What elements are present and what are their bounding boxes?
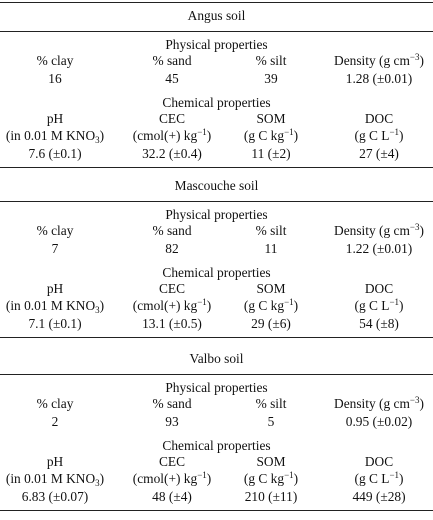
angus-soil-chemical-values-col-3: 11 (±2) (251, 146, 291, 161)
angus-soil-physical-values-col-4: 1.28 (±0.01) (345, 71, 413, 86)
valbo-soil-chemical-units-col-1: (in 0.01 M $KNO_3$) (5, 471, 105, 488)
valbo-soil-chemical-units (0, 471, 433, 487)
angus-soil-chemical-units-col-4: (g C $L^{-1}$) (354, 127, 404, 143)
angus-soil-chemical-header-col-2: CEC (158, 111, 186, 126)
mascouche-soil-physical-header-col-2: % sand (152, 223, 192, 238)
angus-soil-physical-values-col-2: 45 (165, 71, 179, 86)
valbo-soil-physical-header-col-4: Density (g $cm^{-3}$) (334, 395, 424, 411)
angus-soil-bottom-rule (0, 167, 433, 168)
mascouche-soil-chemical-header (0, 281, 433, 297)
mascouche-soil-chemical-values-col-3: 29 (±6) (251, 316, 291, 331)
valbo-soil-physical-values-col-2: 93 (165, 414, 179, 429)
valbo-soil-chemical-header (0, 454, 433, 470)
valbo-soil-chemical-units-col-3: (g C $kg^{-1}$) (243, 470, 299, 486)
mascouche-soil-physical-header-col-1: % clay (36, 223, 74, 238)
angus-soil-chemical-values (0, 146, 433, 162)
angus-soil-chemical-values-col-1: 7.6 (±0.1) (28, 146, 82, 161)
valbo-soil-physical-values (0, 414, 433, 430)
table-top-rule (0, 2, 433, 3)
valbo-soil-physical-values-col-3: 5 (267, 414, 275, 429)
mascouche-soil-physical-values-col-2: 82 (165, 241, 179, 256)
mascouche-soil-bottom-rule (0, 337, 433, 338)
mascouche-soil-chemical-title: Chemical properties (162, 265, 271, 280)
mascouche-soil-physical-values-col-1: 7 (51, 241, 59, 256)
valbo-soil-chemical-header-col-3: SOM (256, 454, 286, 469)
valbo-soil-physical-values-col-4: 0.95 (±0.02) (345, 414, 413, 429)
angus-soil-chemical-units-col-2: (cmol(+) $kg^{-1}$) (132, 127, 212, 143)
mascouche-soil-chemical-units (0, 298, 433, 314)
valbo-soil-chemical-header-col-4: DOC (364, 454, 394, 469)
mascouche-soil-chemical-units-col-2: (cmol(+) $kg^{-1}$) (132, 297, 212, 313)
angus-soil-chemical-units-col-3: (g C $kg^{-1}$) (243, 127, 299, 143)
mascouche-soil-chemical-values-col-2: 13.1 (±0.5) (142, 316, 202, 331)
angus-soil-chemical-values-col-2: 32.2 (±0.4) (142, 146, 202, 161)
mascouche-soil-physical-header (0, 223, 433, 239)
valbo-soil-chemical-units-col-2: (cmol(+) $kg^{-1}$) (132, 470, 212, 486)
valbo-soil-chemical-units-col-4: (g C $L^{-1}$) (354, 470, 404, 486)
mascouche-soil-chemical-values-col-1: 7.1 (±0.1) (28, 316, 82, 331)
angus-soil-physical-header (0, 53, 433, 69)
angus-soil-physical-header-col-4: Density (g $cm^{-3}$) (334, 52, 424, 68)
mascouche-soil-chemical-units-col-4: (g C $L^{-1}$) (354, 297, 404, 313)
valbo-soil-title-rule (0, 374, 433, 375)
mascouche-soil-chemical-header-col-2: CEC (158, 281, 186, 296)
angus-soil-title-rule (0, 31, 433, 32)
valbo-soil-physical-header (0, 396, 433, 412)
angus-soil-physical-values-col-3: 39 (264, 71, 278, 86)
mascouche-soil-chemical-header-col-4: DOC (364, 281, 394, 296)
mascouche-soil-chemical-units-col-1: (in 0.01 M $KNO_3$) (5, 298, 105, 315)
angus-soil-physical-values (0, 71, 433, 87)
valbo-soil-bottom-rule (0, 510, 433, 511)
angus-soil-chemical-header (0, 111, 433, 127)
angus-soil-physical-values-col-1: 16 (48, 71, 62, 86)
valbo-soil-chemical-values-col-2: 48 (±4) (152, 489, 192, 504)
angus-soil-chemical-header-col-4: DOC (364, 111, 394, 126)
angus-soil-chemical-header-col-3: SOM (256, 111, 286, 126)
mascouche-soil-physical-values-col-4: 1.22 (±0.01) (345, 241, 413, 256)
angus-soil-chemical-header-col-1: pH (46, 111, 64, 126)
valbo-soil-physical-title: Physical properties (165, 380, 268, 395)
mascouche-soil-physical-values-col-3: 11 (264, 241, 278, 256)
valbo-soil-chemical-values-col-1: 6.83 (±0.07) (21, 489, 89, 504)
valbo-soil-chemical-header-col-2: CEC (158, 454, 186, 469)
mascouche-soil-title: Mascouche soil (174, 178, 259, 193)
angus-soil-chemical-title: Chemical properties (162, 95, 271, 110)
mascouche-soil-physical-values (0, 241, 433, 257)
angus-soil-physical-header-col-3: % silt (255, 53, 287, 68)
angus-soil-title: Angus soil (187, 8, 246, 23)
mascouche-soil-chemical-values-col-4: 54 (±8) (359, 316, 399, 331)
angus-soil-chemical-units-col-1: (in 0.01 M $KNO_3$) (5, 128, 105, 145)
valbo-soil-physical-values-col-1: 2 (51, 414, 59, 429)
mascouche-soil-title-rule (0, 201, 433, 202)
valbo-soil-chemical-header-col-1: pH (46, 454, 64, 469)
valbo-soil-chemical-values-col-3: 210 (±11) (244, 489, 298, 504)
angus-soil-physical-header-col-1: % clay (36, 53, 74, 68)
angus-soil-chemical-values-col-4: 27 (±4) (359, 146, 399, 161)
angus-soil-physical-title: Physical properties (165, 37, 268, 52)
mascouche-soil-chemical-header-col-3: SOM (256, 281, 286, 296)
mascouche-soil-chemical-units-col-3: (g C $kg^{-1}$) (243, 297, 299, 313)
mascouche-soil-physical-title: Physical properties (165, 207, 268, 222)
valbo-soil-chemical-title: Chemical properties (162, 438, 271, 453)
mascouche-soil-physical-header-col-3: % silt (255, 223, 287, 238)
valbo-soil-physical-header-col-2: % sand (152, 396, 192, 411)
mascouche-soil-chemical-values (0, 316, 433, 332)
mascouche-soil-physical-header-col-4: Density (g $cm^{-3}$) (334, 222, 424, 238)
valbo-soil-physical-header-col-1: % clay (36, 396, 74, 411)
valbo-soil-chemical-values (0, 489, 433, 505)
valbo-soil-physical-header-col-3: % silt (255, 396, 287, 411)
angus-soil-chemical-units (0, 128, 433, 144)
valbo-soil-chemical-values-col-4: 449 (±28) (352, 489, 406, 504)
mascouche-soil-chemical-header-col-1: pH (46, 281, 64, 296)
angus-soil-physical-header-col-2: % sand (152, 53, 192, 68)
valbo-soil-title: Valbo soil (189, 351, 244, 366)
